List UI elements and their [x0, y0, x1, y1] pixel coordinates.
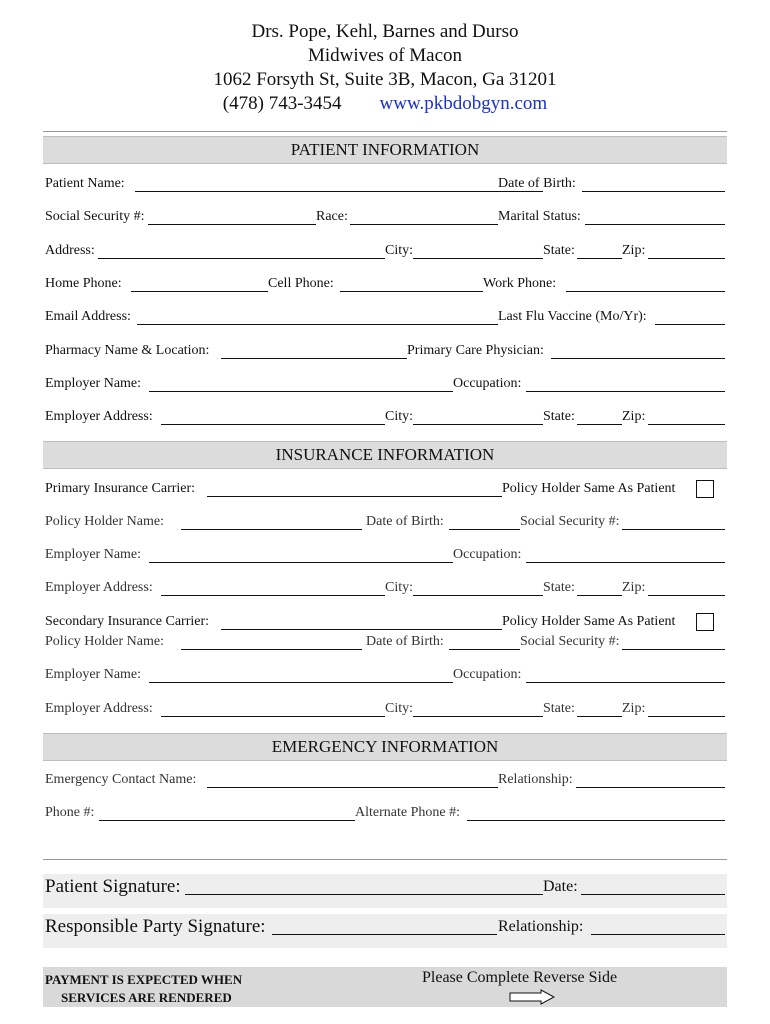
- secondary-employer-address-label: Employer Address:: [45, 701, 153, 716]
- city-field[interactable]: [413, 258, 543, 259]
- secondary-employer-address-field[interactable]: [161, 716, 385, 717]
- employer-name-field[interactable]: [149, 391, 453, 392]
- employer-state-label: State:: [543, 409, 575, 424]
- secondary-carrier-field[interactable]: [221, 629, 502, 630]
- email-label: Email Address:: [45, 309, 131, 324]
- responsible-signature-field[interactable]: [272, 934, 497, 935]
- race-field[interactable]: [350, 224, 498, 225]
- state-label: State:: [543, 243, 575, 258]
- primary-policy-same-label: Policy Holder Same As Patient: [502, 481, 676, 496]
- email-row: [45, 309, 725, 329]
- secondary-holder-ssn-label: Social Security #:: [520, 634, 620, 649]
- pharmacy-field[interactable]: [221, 358, 407, 359]
- patient-signature-field[interactable]: [185, 894, 543, 895]
- employer-name-label: Employer Name:: [45, 376, 142, 391]
- primary-employer-name-label: Employer Name:: [45, 547, 142, 562]
- divider: [43, 131, 727, 132]
- secondary-city-field[interactable]: [413, 716, 543, 717]
- secondary-policy-same-checkbox[interactable]: [696, 613, 714, 631]
- practice-name: Drs. Pope, Kehl, Barnes and Durso: [251, 21, 519, 42]
- occupation-field[interactable]: [526, 391, 725, 392]
- secondary-employer-address-row: [45, 701, 725, 721]
- practice-subtitle: Midwives of Macon: [307, 45, 463, 66]
- primary-employer-name-field[interactable]: [149, 562, 453, 563]
- primary-holder-dob-label: Date of Birth:: [366, 514, 444, 529]
- primary-holder-row: [45, 514, 725, 534]
- cell-phone-field[interactable]: [340, 291, 483, 292]
- practice-header: [0, 20, 770, 116]
- address-row: [45, 243, 725, 263]
- primary-state-field[interactable]: [577, 595, 622, 596]
- primary-employer-address-row: [45, 580, 725, 600]
- primary-zip-label: Zip:: [622, 580, 646, 595]
- flu-vaccine-field[interactable]: [655, 324, 725, 325]
- employer-state-field[interactable]: [577, 424, 622, 425]
- payment-notice-line2: SERVICES ARE RENDERED: [61, 990, 232, 1005]
- patient-name-field[interactable]: [135, 191, 543, 192]
- employer-city-label: City:: [385, 409, 414, 424]
- home-phone-label: Home Phone:: [45, 276, 122, 291]
- secondary-policy-same-label: Policy Holder Same As Patient: [502, 614, 676, 629]
- secondary-carrier-row: [45, 614, 725, 634]
- emergency-contact-label: Emergency Contact Name:: [45, 772, 197, 787]
- secondary-employer-name-label: Employer Name:: [45, 667, 142, 682]
- home-phone-field[interactable]: [131, 291, 268, 292]
- zip-field[interactable]: [648, 258, 725, 259]
- dob-field[interactable]: [582, 191, 725, 192]
- emergency-phone-field[interactable]: [99, 820, 355, 821]
- marital-label: Marital Status:: [498, 209, 581, 224]
- race-label: Race:: [316, 209, 348, 224]
- emergency-section-header: EMERGENCY INFORMATION: [43, 733, 727, 761]
- secondary-holder-ssn-field[interactable]: [622, 649, 725, 650]
- emergency-alt-phone-field[interactable]: [467, 820, 725, 821]
- secondary-zip-field[interactable]: [648, 716, 725, 717]
- city-label: City:: [385, 243, 414, 258]
- primary-state-label: State:: [543, 580, 575, 595]
- patient-signature-label: Patient Signature:: [45, 876, 181, 897]
- responsible-relationship-field[interactable]: [591, 934, 725, 935]
- signature-date-field[interactable]: [581, 894, 725, 895]
- emergency-phone-label: Phone #:: [45, 805, 95, 820]
- divider: [43, 859, 727, 860]
- reverse-side-notice: Please Complete Reverse Side: [422, 969, 618, 986]
- secondary-employer-row: [45, 667, 725, 687]
- work-phone-field[interactable]: [566, 291, 725, 292]
- ssn-field[interactable]: [148, 224, 316, 225]
- pharmacy-label: Pharmacy Name & Location:: [45, 343, 210, 358]
- address-label: Address:: [45, 243, 95, 258]
- zip-label: Zip:: [622, 243, 646, 258]
- primary-city-label: City:: [385, 580, 414, 595]
- emergency-phone-row: [45, 805, 725, 825]
- patient-signature-row: [43, 874, 727, 908]
- primary-employer-row: [45, 547, 725, 567]
- primary-employer-address-field[interactable]: [161, 595, 385, 596]
- practice-website-link[interactable]: www.pkbdobgyn.com: [379, 93, 548, 114]
- primary-occupation-field[interactable]: [526, 562, 725, 563]
- secondary-holder-name-field[interactable]: [181, 649, 362, 650]
- pcp-field[interactable]: [551, 358, 725, 359]
- pharmacy-row: [45, 343, 725, 363]
- secondary-occupation-field[interactable]: [526, 682, 725, 683]
- responsible-signature-row: [43, 914, 727, 948]
- flu-vaccine-label: Last Flu Vaccine (Mo/Yr):: [498, 309, 647, 324]
- secondary-employer-name-field[interactable]: [149, 682, 453, 683]
- primary-holder-dob-field[interactable]: [449, 529, 520, 530]
- insurance-section-header: INSURANCE INFORMATION: [43, 441, 727, 469]
- secondary-city-label: City:: [385, 701, 414, 716]
- secondary-zip-label: Zip:: [622, 701, 646, 716]
- employer-address-label: Employer Address:: [45, 409, 153, 424]
- primary-policy-same-checkbox[interactable]: [696, 480, 714, 498]
- secondary-state-label: State:: [543, 701, 575, 716]
- ssn-row: [45, 209, 725, 229]
- responsible-signature-label: Responsible Party Signature:: [45, 916, 266, 937]
- pcp-label: Primary Care Physician:: [407, 343, 544, 358]
- dob-label: Date of Birth:: [498, 176, 576, 191]
- right-arrow-icon: [509, 989, 555, 1005]
- employer-city-field[interactable]: [413, 424, 543, 425]
- secondary-holder-dob-field[interactable]: [449, 649, 520, 650]
- employer-name-row: [45, 376, 725, 396]
- email-field[interactable]: [137, 324, 498, 325]
- work-phone-label: Work Phone:: [483, 276, 557, 291]
- primary-holder-name-field[interactable]: [181, 529, 362, 530]
- patient-section-header: PATIENT INFORMATION: [43, 136, 727, 164]
- practice-phone: (478) 743-3454: [222, 93, 342, 114]
- emergency-alt-phone-label: Alternate Phone #:: [355, 805, 460, 820]
- secondary-holder-name-label: Policy Holder Name:: [45, 634, 164, 649]
- signature-date-label: Date:: [543, 878, 578, 895]
- marital-field[interactable]: [585, 224, 725, 225]
- state-field[interactable]: [577, 258, 622, 259]
- employer-zip-field[interactable]: [648, 424, 725, 425]
- emergency-contact-row: [45, 772, 725, 792]
- payment-notice-line1: PAYMENT IS EXPECTED WHEN: [45, 972, 243, 987]
- secondary-occupation-label: Occupation:: [453, 667, 522, 682]
- occupation-label: Occupation:: [453, 376, 522, 391]
- primary-carrier-label: Primary Insurance Carrier:: [45, 481, 196, 496]
- primary-holder-name-label: Policy Holder Name:: [45, 514, 164, 529]
- primary-city-field[interactable]: [413, 595, 543, 596]
- cell-phone-label: Cell Phone:: [268, 276, 334, 291]
- primary-holder-ssn-field[interactable]: [622, 529, 725, 530]
- primary-zip-field[interactable]: [648, 595, 725, 596]
- secondary-state-field[interactable]: [577, 716, 622, 717]
- primary-carrier-field[interactable]: [207, 496, 502, 497]
- patient-name-row: [45, 176, 725, 196]
- ssn-label: Social Security #:: [45, 209, 145, 224]
- secondary-holder-row: [45, 634, 725, 654]
- primary-carrier-row: [45, 481, 725, 501]
- patient-name-label: Patient Name:: [45, 176, 125, 191]
- emergency-relationship-label: Relationship:: [498, 772, 573, 787]
- employer-address-field[interactable]: [161, 424, 385, 425]
- responsible-relationship-label: Relationship:: [498, 918, 584, 935]
- emergency-contact-field[interactable]: [207, 787, 498, 788]
- footer-band: [43, 967, 727, 1007]
- primary-employer-address-label: Employer Address:: [45, 580, 153, 595]
- practice-address: 1062 Forsyth St, Suite 3B, Macon, Ga 31201: [213, 69, 557, 90]
- employer-zip-label: Zip:: [622, 409, 646, 424]
- primary-holder-ssn-label: Social Security #:: [520, 514, 620, 529]
- phones-row: [45, 276, 725, 296]
- secondary-holder-dob-label: Date of Birth:: [366, 634, 444, 649]
- emergency-relationship-field[interactable]: [576, 787, 725, 788]
- primary-occupation-label: Occupation:: [453, 547, 522, 562]
- employer-address-row: [45, 409, 725, 429]
- address-field[interactable]: [98, 258, 385, 259]
- secondary-carrier-label: Secondary Insurance Carrier:: [45, 614, 210, 629]
